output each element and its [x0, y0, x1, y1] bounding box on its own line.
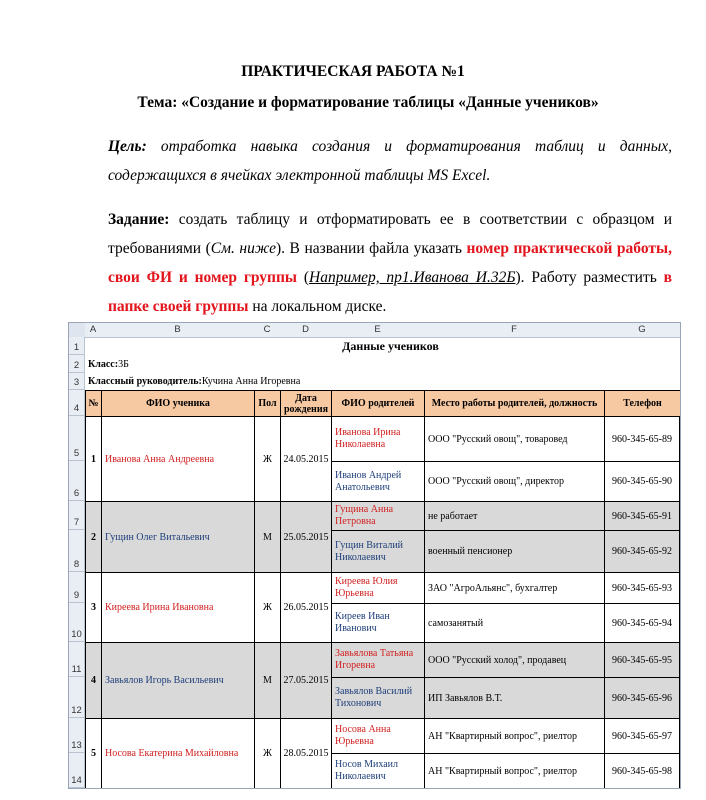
column-header-e[interactable]: E: [331, 323, 425, 338]
goal-text: отработка навыка создания и форматирования таблиц и данных, содержащихся в ячейках электронной таблицы MS Excel.: [108, 138, 672, 184]
parent-name: Носова Анна Юрьевна: [331, 718, 425, 754]
task-text: на локальном диске.: [248, 298, 387, 315]
student-birth-date: 26.05.2015: [280, 572, 332, 643]
teacher-info: [85, 373, 485, 390]
spreadsheet-screenshot: [68, 322, 681, 789]
row-header-3[interactable]: 3: [69, 373, 85, 390]
row-header-7[interactable]: 7: [69, 501, 85, 530]
task-text: создать таблицу и отформатировать ее в соответствии с образцом и требованиями (: [108, 211, 672, 257]
task-highlight: номер практической работы, свои ФИ и номер группы: [108, 240, 672, 286]
parent-job: ООО "Русский овощ", товаровед: [424, 416, 605, 462]
student-birth-date: 27.05.2015: [280, 642, 332, 719]
parent-phone: 960-345-65-91: [604, 501, 680, 531]
header-sex: Пол: [254, 390, 281, 417]
row-header-6[interactable]: 6: [69, 461, 85, 501]
parent-name: Гущин Виталий Николаевич: [331, 530, 425, 573]
student-name: Иванова Анна Андреевна: [101, 416, 255, 502]
task-text: См. ниже: [210, 240, 276, 257]
parent-phone: 960-345-65-97: [604, 718, 680, 754]
parent-job: военный пенсионер: [424, 530, 605, 573]
row-header-8[interactable]: 8: [69, 530, 85, 572]
column-header-c[interactable]: C: [254, 323, 281, 338]
parent-phone: 960-345-65-90: [604, 461, 680, 502]
parent-phone: 960-345-65-93: [604, 572, 680, 604]
parent-job: ЗАО "АгроАльянс", бухгалтер: [424, 572, 605, 604]
header-birth-date: Дата рождения: [280, 390, 332, 417]
row-header-12[interactable]: 12: [69, 677, 85, 718]
student-birth-date: 28.05.2015: [280, 718, 332, 789]
goal-paragraph: [108, 132, 672, 190]
parent-job: самозанятый: [424, 603, 605, 643]
column-header-f[interactable]: F: [424, 323, 605, 338]
parent-job: ООО "Русский овощ", директор: [424, 461, 605, 502]
row-header-14[interactable]: 14: [69, 753, 85, 788]
document-title: ПРАКТИЧЕСКАЯ РАБОТА №1: [241, 63, 465, 80]
header-number: №: [85, 390, 102, 417]
header-phone: Телефон: [604, 390, 681, 417]
header-student-name: ФИО ученика: [101, 390, 255, 417]
teacher-label: Классный руководитель:: [88, 376, 202, 387]
student-birth-date: 25.05.2015: [280, 501, 332, 573]
parent-phone: 960-345-65-98: [604, 753, 680, 789]
row-header-13[interactable]: 13: [69, 718, 85, 753]
parent-job: АН "Квартирный вопрос", риелтор: [424, 753, 605, 789]
student-sex: Ж: [254, 416, 281, 502]
student-number: 3: [85, 572, 102, 643]
parent-phone: 960-345-65-89: [604, 416, 680, 462]
goal-label: Цель:: [108, 138, 147, 155]
select-all-corner[interactable]: [69, 323, 86, 338]
column-header-d[interactable]: D: [280, 323, 332, 338]
student-sex: Ж: [254, 572, 281, 643]
class-info: [85, 355, 485, 373]
task-highlight: в папке своей группы: [108, 269, 672, 315]
document-topic: Тема: «Создание и форматирование таблицы «Данные учеников»: [137, 94, 599, 111]
parent-phone: 960-345-65-95: [604, 642, 680, 678]
row-header-1[interactable]: 1: [69, 337, 85, 355]
teacher-value: Кучина Анна Игоревна: [201, 376, 301, 387]
sheet-title: Данные учеников: [342, 338, 439, 353]
parent-name: Иванов Андрей Анатольевич: [331, 461, 425, 502]
task-label: Задание:: [108, 211, 170, 228]
parent-name: Завьялова Татьяна Игоревна: [331, 642, 425, 678]
parent-phone: 960-345-65-96: [604, 677, 680, 719]
student-sex: М: [254, 501, 281, 573]
task-text: ). Работу разместить: [515, 269, 664, 286]
parent-job: не работает: [424, 501, 605, 531]
parent-job: ООО "Русский холод", продавец: [424, 642, 605, 678]
row-header-11[interactable]: 11: [69, 642, 85, 677]
task-text: (: [297, 269, 310, 286]
parent-job: ИП Завьялов В.Т.: [424, 677, 605, 719]
parent-name: Киреев Иван Иванович: [331, 603, 425, 643]
student-number: 5: [85, 718, 102, 789]
row-header-5[interactable]: 5: [69, 416, 85, 461]
column-header-b[interactable]: B: [101, 323, 255, 338]
student-number: 1: [85, 416, 102, 502]
task-example: Например, пр1.Иванова И.32Б: [309, 269, 516, 286]
task-text: ). В названии файла указать: [275, 240, 467, 257]
task-paragraph: [108, 205, 672, 321]
student-sex: М: [254, 642, 281, 719]
parent-phone: 960-345-65-94: [604, 603, 680, 643]
student-name: Гущин Олег Витальевич: [101, 501, 255, 573]
student-name: Носова Екатерина Михайловна: [101, 718, 255, 789]
student-number: 4: [85, 642, 102, 719]
parent-name: Завьялов Василий Тихонович: [331, 677, 425, 719]
column-header-g[interactable]: G: [604, 323, 681, 338]
student-name: Завьялов Игорь Васильевич: [101, 642, 255, 719]
student-name: Киреева Ирина Ивановна: [101, 572, 255, 643]
class-label: Класс:: [88, 358, 119, 370]
column-header-a[interactable]: A: [85, 323, 102, 338]
class-value: 3Б: [118, 358, 129, 370]
row-header-9[interactable]: 9: [69, 572, 85, 603]
header-parents: ФИО родителей: [331, 390, 425, 417]
header-parent-job: Место работы родителей, должность: [424, 390, 605, 417]
parent-phone: 960-345-65-92: [604, 530, 680, 573]
row-header-2[interactable]: 2: [69, 355, 85, 373]
row-header-10[interactable]: 10: [69, 603, 85, 642]
row-header-4[interactable]: 4: [69, 390, 85, 416]
student-birth-date: 24.05.2015: [280, 416, 332, 502]
student-number: 2: [85, 501, 102, 573]
parent-name: Гущина Анна Петровна: [331, 501, 425, 531]
parent-name: Киреева Юлия Юрьевна: [331, 572, 425, 604]
parent-name: Носов Михаил Николаевич: [331, 753, 425, 789]
parent-name: Иванова Ирина Николаевна: [331, 416, 425, 462]
parent-job: АН "Квартирный вопрос", риелтор: [424, 718, 605, 754]
student-sex: Ж: [254, 718, 281, 789]
